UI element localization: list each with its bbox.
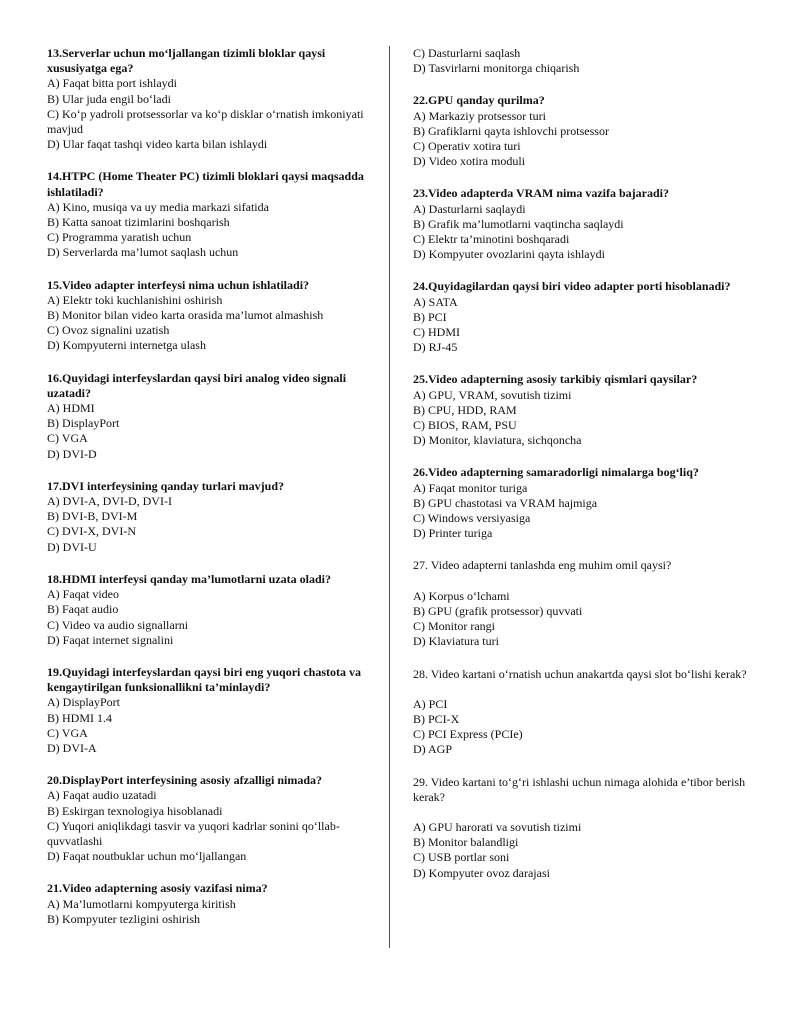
answer-option: C) BIOS, RAM, PSU — [413, 418, 517, 433]
answer-option: B) Faqat audio — [47, 602, 119, 617]
answer-option: D) Monitor, klaviatura, sichqoncha — [413, 433, 582, 448]
answer-option: D) Kompyuter ovoz darajasi — [413, 865, 550, 880]
question-prompt: 25.Video adapterning asosiy tarkibiy qismlari qaysilar? — [413, 372, 698, 387]
question-block — [413, 465, 753, 541]
answer-option: A) DisplayPort — [47, 695, 120, 710]
question-block — [47, 46, 377, 152]
answer-option: D) Video xotira moduli — [413, 154, 526, 169]
answer-option: C) Ko‘p yadroli protsessorlar va ko‘p disklar o‘rnatish imkoniyati mavjud — [47, 106, 364, 137]
answer-option: B) Katta sanoat tizimlarini boshqarish — [47, 215, 230, 230]
answer-option: A) Faqat bitta port ishlaydi — [47, 76, 177, 91]
answer-option: D) Tasvirlarni monitorga chiqarish — [413, 61, 580, 76]
answer-option: B) PCI-X — [413, 711, 460, 726]
question-block — [413, 46, 753, 76]
question-prompt: 13.Serverlar uchun mo‘ljallangan tizimli bloklar qaysi xususiyatga ega? — [47, 46, 326, 76]
answer-option: D) Ular faqat tashqi video karta bilan ishlaydi — [47, 137, 268, 152]
question-prompt: 15.Video adapter interfeysi nima uchun ishlatiladi? — [47, 277, 310, 292]
answer-option: B) Grafiklarni qayta ishlovchi protsessor — [413, 123, 609, 138]
question-block — [413, 372, 753, 448]
answer-option: A) GPU harorati va sovutish tizimi — [413, 819, 582, 834]
answer-option: D) DVI-D — [47, 446, 97, 461]
question-block — [47, 773, 377, 864]
answer-option: B) DisplayPort — [47, 416, 120, 431]
answer-option: A) Markaziy protsessor turi — [413, 108, 546, 123]
answer-option: C) Operativ xotira turi — [413, 139, 521, 154]
answer-option: C) VGA — [47, 431, 88, 446]
answer-option: B) Monitor balandligi — [413, 835, 519, 850]
column-divider — [389, 46, 390, 948]
right-column — [413, 46, 753, 898]
answer-option: C) Programma yaratish uchun — [47, 230, 192, 245]
question-prompt: 24.Quyidagilardan qaysi biri video adapter porti hisoblanadi? — [413, 279, 731, 294]
question-block — [413, 279, 753, 355]
answer-option: C) Yuqori aniqlikdagi tasvir va yuqori kadrlar sonini qo‘llab-quvvatlashi — [47, 818, 340, 848]
answer-option: C) Windows versiyasiga — [413, 511, 531, 526]
answer-option: A) DVI-A, DVI-D, DVI-I — [47, 494, 172, 509]
question-prompt: 28. Video kartani o‘rnatish uchun anakartda qaysi slot bo‘lishi kerak? — [413, 666, 747, 681]
question-prompt: 16.Quyidagi interfeyslardan qaysi biri analog video signali uzatadi? — [47, 370, 347, 400]
answer-option: C) USB portlar soni — [413, 850, 510, 865]
answer-option: D) DVI-U — [47, 539, 97, 554]
answer-option: B) HDMI 1.4 — [47, 710, 112, 725]
question-block — [47, 169, 377, 260]
answer-option: D) Faqat internet signalini — [47, 632, 174, 647]
answer-option: C) Monitor rangi — [413, 619, 495, 634]
answer-option: A) Elektr toki kuchlanishini oshirish — [47, 292, 223, 307]
question-block — [413, 775, 753, 881]
left-column — [47, 46, 377, 944]
question-block — [413, 93, 753, 169]
answer-option: A) Faqat audio uzatadi — [47, 788, 157, 803]
answer-option: D) Kompyuterni internetga ulash — [47, 338, 206, 353]
answer-option: D) Serverlarda ma’lumot saqlash uchun — [47, 245, 239, 260]
question-block — [47, 278, 377, 354]
answer-option: A) Kino, musiqa va uy media markazi sifatida — [47, 199, 269, 214]
answer-option: B) DVI-B, DVI-M — [47, 509, 138, 524]
answer-option: A) HDMI — [47, 401, 95, 416]
answer-option: D) Klaviatura turi — [413, 634, 499, 649]
answer-option: B) Ular juda engil bo‘ladi — [47, 91, 171, 106]
question-block — [47, 881, 377, 927]
question-block — [47, 665, 377, 756]
answer-option: A) Ma’lumotlarni kompyuterga kiritish — [47, 896, 236, 911]
answer-option: B) Grafik ma’lumotlarni vaqtincha saqlaydi — [413, 216, 624, 231]
answer-option: C) Elektr ta’minotini boshqaradi — [413, 232, 570, 247]
question-block — [47, 572, 377, 648]
answer-option: A) GPU, VRAM, sovutish tizimi — [413, 387, 572, 402]
answer-option: B) GPU chastotasi va VRAM hajmiga — [413, 495, 598, 510]
answer-option: D) DVI-A — [47, 740, 97, 755]
answer-option: D) Printer turiga — [413, 526, 493, 541]
answer-option: A) SATA — [413, 294, 458, 309]
answer-option: D) RJ-45 — [413, 340, 458, 355]
answer-option: A) PCI — [413, 696, 448, 711]
answer-option: C) PCI Express (PCIe) — [413, 727, 523, 742]
answer-option: A) Dasturlarni saqlaydi — [413, 201, 526, 216]
question-prompt: 29. Video kartani to‘g‘ri ishlashi uchun nimaga alohida e’tibor berish kerak? — [413, 774, 746, 804]
answer-option: A) Faqat video — [47, 587, 119, 602]
question-prompt: 19.Quyidagi interfeyslardan qaysi biri eng yuqori chastota va kengaytirilgan funksionallikni ta’minlaydi? — [47, 664, 362, 695]
question-prompt: 27. Video adapterni tanlashda eng muhim omil qaysi? — [413, 558, 672, 573]
answer-option: B) Kompyuter tezligini oshirish — [47, 911, 200, 926]
question-prompt: 22.GPU qanday qurilma? — [413, 93, 545, 108]
question-prompt: 14.HTPC (Home Theater PC) tizimli bloklari qaysi maqsadda ishlatiladi? — [47, 169, 364, 199]
answer-option: C) Ovoz signalini uzatish — [47, 323, 170, 338]
question-prompt: 20.DisplayPort interfeysining asosiy afzalligi nimada? — [47, 773, 323, 788]
answer-option: B) Monitor bilan video karta orasida ma’lumot almashish — [47, 308, 324, 323]
question-prompt: 17.DVI interfeysining qanday turlari mavjud? — [47, 478, 285, 493]
answer-option: C) Dasturlarni saqlash — [413, 46, 521, 60]
answer-option: C) VGA — [47, 725, 88, 740]
answer-option: C) HDMI — [413, 325, 460, 340]
question-block — [413, 667, 753, 758]
answer-option: D) Faqat noutbuklar uchun mo‘ljallangan — [47, 849, 247, 864]
answer-option: B) GPU (grafik protsessor) quvvati — [413, 603, 583, 618]
answer-option: A) Faqat monitor turiga — [413, 480, 528, 495]
answer-option: D) AGP — [413, 742, 453, 757]
question-block — [413, 558, 753, 649]
answer-option: B) Eskirgan texnologiya hisoblanadi — [47, 803, 223, 818]
answer-option: A) Korpus o‘lchami — [413, 588, 510, 603]
question-prompt: 21.Video adapterning asosiy vazifasi nima? — [47, 881, 268, 896]
question-prompt: 18.HDMI interfeysi qanday ma’lumotlarni uzata oladi? — [47, 571, 331, 586]
answer-option: D) Kompyuter ovozlarini qayta ishlaydi — [413, 247, 605, 262]
question-prompt: 26.Video adapterning samaradorligi nimalarga bog‘liq? — [413, 465, 699, 480]
answer-option: B) CPU, HDD, RAM — [413, 402, 517, 417]
answer-option: C) DVI-X, DVI-N — [47, 524, 136, 539]
answer-option: B) PCI — [413, 309, 447, 324]
question-prompt: 23.Video adapterda VRAM nima vazifa bajaradi? — [413, 186, 669, 201]
question-block — [47, 479, 377, 555]
question-block — [413, 186, 753, 262]
answer-option: C) Video va audio signallarni — [47, 617, 189, 632]
question-block — [47, 371, 377, 462]
